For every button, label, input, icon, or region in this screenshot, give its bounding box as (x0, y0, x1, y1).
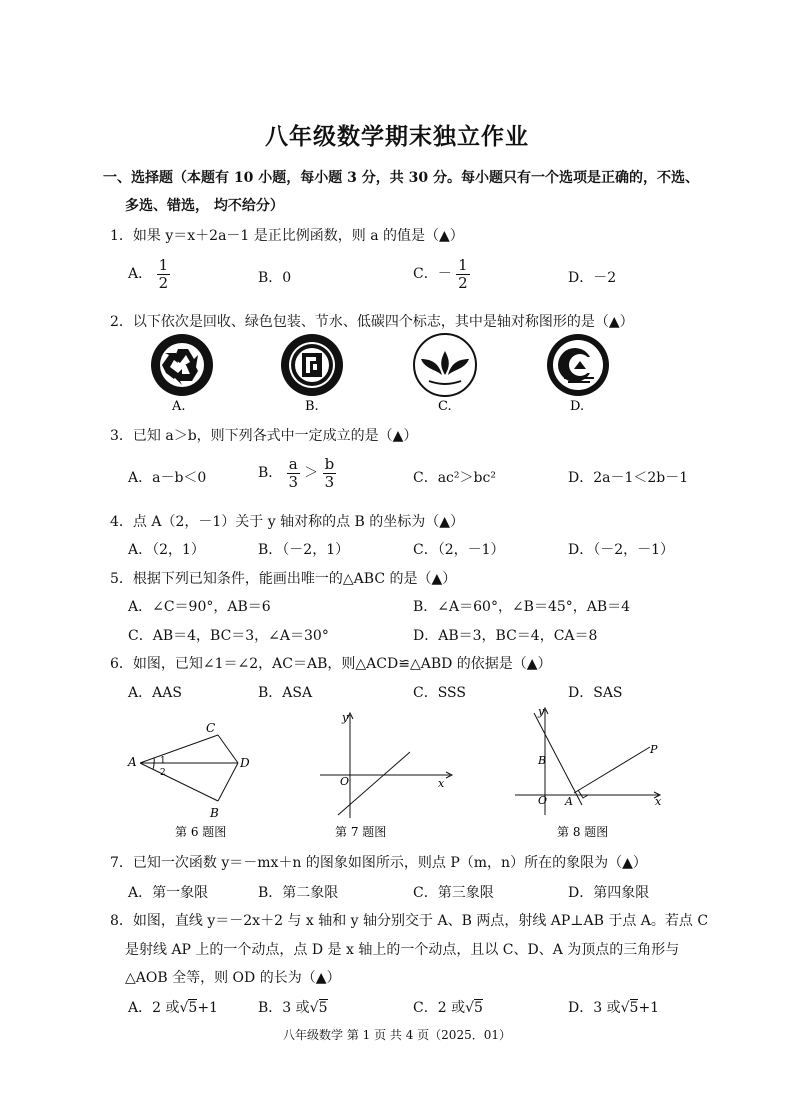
page-footer: 八年级数学 第 1 页 共 4 页（2025．01） (283, 1028, 511, 1042)
figure-6 (140, 735, 238, 801)
q4-stem: 4．点 A（2，－1）关于 y 轴对称的点 B 的坐标为（▲） (110, 514, 465, 530)
q2-label-c: C. (438, 399, 452, 414)
fig7-label-o: O (340, 775, 350, 788)
q7-option-a: A．第一象限 (128, 885, 209, 901)
q4-option-a: A．（2，1） (128, 542, 205, 558)
fig8-label-y: y (538, 705, 545, 718)
q8-line1: 8．如图，直线 y＝－2x＋2 与 x 轴和 y 轴分别交于 A、B 两点，射线 AP⊥AB 于点 A。若点 C (110, 913, 709, 929)
q5-option-d: D．AB＝3，BC＝4，CA＝8 (413, 628, 598, 644)
q3-option-a: A．a－b＜0 (128, 470, 207, 486)
fig8-label-p: P (650, 743, 658, 756)
figures-row (120, 705, 680, 845)
q8-option-c: C．2 或√5 (413, 1000, 483, 1016)
q1-option-a: A． $\frac{1}{2}$ (128, 256, 169, 292)
fig7-caption: 第 7 题图 (335, 825, 387, 839)
figure-8 (515, 708, 660, 815)
q7-option-d: D．第四象限 (568, 885, 650, 901)
q2-label-a: A. (172, 399, 186, 414)
fig6-label-b: B (210, 806, 219, 820)
fig8-label-o: O (538, 794, 548, 807)
q3-option-b: B． $\frac{a}{3}$ ＞ $\frac{b}{3}$ (258, 455, 335, 491)
fig7-label-x: x (438, 777, 445, 790)
q2-label-d: D. (570, 399, 585, 414)
q1-stem: 1．如果 y＝x＋2a－1 是正比例函数，则 a 的值是（▲） (110, 228, 464, 244)
q1-option-b: B．0 (258, 270, 292, 286)
q5-stem: 5．根据下列已知条件，能画出唯一的△ABC 的是（▲） (110, 571, 457, 587)
q1-option-c: C．－ $\frac{1}{2}$ (413, 256, 468, 292)
fig6-caption: 第 6 题图 (175, 825, 227, 839)
fig8-label-a: A (565, 795, 573, 808)
q1-option-d: D．－2 (568, 270, 617, 286)
page-title: 八年级数学期末独立作业 (265, 123, 529, 150)
q2-logos (140, 327, 630, 417)
fig6-angle-1: 1 (160, 756, 166, 766)
q6-option-b: B．ASA (258, 685, 313, 701)
green-packaging-logo-icon (281, 334, 343, 396)
q3-stem: 3．已知 a＞b，则下列各式中一定成立的是（▲） (110, 428, 418, 444)
fig8-caption: 第 8 题图 (557, 825, 609, 839)
water-saving-logo-icon (414, 334, 476, 396)
section-heading-line1: 一、选择题（本题有 10 小题，每小题 3 分，共 30 分。每小题只有一个选项是正确的，不选、 (103, 170, 699, 186)
q2-label-b: B. (305, 399, 319, 414)
q6-option-d: D．SAS (568, 685, 623, 701)
fig6-angle-2: 2 (160, 768, 166, 778)
q5-option-c: C．AB＝4，BC＝3，∠A＝30° (128, 628, 329, 644)
q3-option-c: C．ac²＞bc² (413, 470, 496, 486)
fig6-label-d: D (240, 756, 250, 770)
figure-7 (320, 713, 452, 818)
q8-option-d: D．3 或√5+1 (568, 1000, 660, 1016)
q5-option-b: B．∠A＝60°，∠B＝45°，AB＝4 (413, 599, 631, 615)
q5-option-a: A．∠C＝90°，AB＝6 (128, 599, 271, 615)
fig7-label-y: y (342, 711, 349, 724)
q7-option-c: C．第三象限 (413, 885, 494, 901)
q2-stem: 2．以下依次是回收、绿色包装、节水、低碳四个标志，其中是轴对称图形的是（▲） (110, 314, 634, 330)
q6-option-c: C．SSS (413, 685, 466, 701)
q6-option-a: A．AAS (128, 685, 182, 701)
section-heading-line2: 多选、错选， 均不给分） (125, 198, 284, 214)
fig6-label-a: A (128, 755, 137, 769)
low-carbon-logo-icon (547, 334, 609, 396)
q8-option-b: B．3 或√5 (258, 1000, 328, 1016)
fig6-label-c: C (206, 721, 216, 735)
q6-stem: 6．如图，已知∠1＝∠2，AC＝AB，则△ACD≌△ABD 的依据是（▲） (110, 656, 552, 672)
q4-option-b: B．（－2，1） (258, 542, 350, 558)
q8-option-a: A．2 或√5+1 (128, 1000, 218, 1016)
q4-option-d: D．（－2，－1） (568, 542, 675, 558)
recycle-logo-icon (151, 334, 213, 396)
q4-option-c: C．（2，－1） (413, 542, 505, 558)
q7-stem: 7．已知一次函数 y＝－mx＋n 的图象如图所示，则点 P（m，n）所在的象限为（▲） (110, 855, 647, 871)
fig8-label-b: B (538, 754, 547, 767)
q8-line2: 是射线 AP 上的一个动点，点 D 是 x 轴上的一个动点，且以 C、D、A 为顶点的三角形与 (125, 942, 680, 958)
q3-option-d: D．2a－1＜2b－1 (568, 470, 689, 486)
q8-line3: △AOB 全等，则 OD 的长为（▲） (125, 970, 341, 986)
q7-option-b: B．第二象限 (258, 885, 339, 901)
fig8-label-x: x (655, 795, 662, 808)
